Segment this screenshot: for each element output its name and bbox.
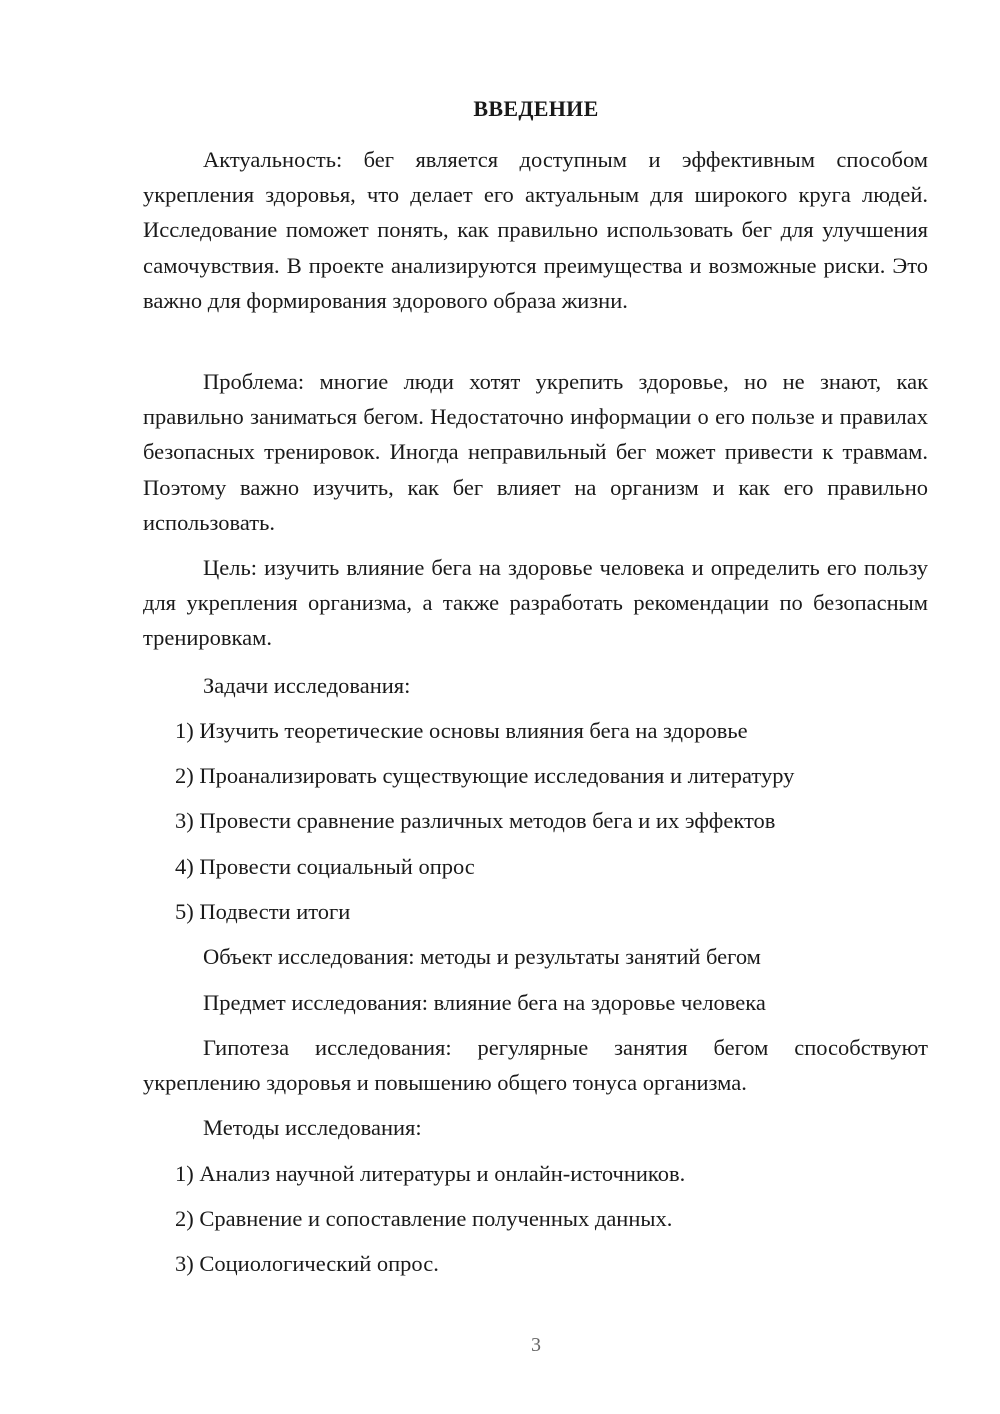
subject-line: [143, 985, 928, 1020]
page-number: 3: [531, 1334, 541, 1356]
task-item-2: 2) Проанализировать существующие исследования и литературу: [175, 763, 795, 788]
method-item: [143, 1156, 928, 1191]
paragraph-actuality: Актуальность: бег является доступным и эффективным способом укрепления здоровья, что делает его актуальным для широкого круга людей. Исследование поможет понять, как правильно использовать бег для улучшения самочувствия. В проекте анализируются преимущества и возможные риски. Это важно для формирования здорового образа жизни.: [143, 147, 928, 313]
page-title: ВВЕДЕНИЕ: [473, 96, 599, 121]
task-item: [143, 713, 928, 748]
paragraph-problem: Проблема: многие люди хотят укрепить здоровье, но не знают, как правильно заниматься бегом. Недостаточно информации о его пользе и правилах безопасных тренировок. Иногда неправильный бег может привести к травмам. Поэтому важно изучить, как бег влияет на организм и как его правильно использовать.: [143, 369, 928, 535]
body-problem: [143, 364, 928, 540]
paragraph-hypothesis: Гипотеза исследования: регулярные занятия бегом способствуют укреплению здоровья и повышению общего тонуса организма.: [143, 1035, 928, 1096]
task-item: [143, 758, 928, 793]
body-actuality: [143, 142, 928, 318]
tasks-heading-text: Задачи исследования:: [203, 673, 411, 698]
method-item-1: 1) Анализ научной литературы и онлайн-источников.: [175, 1161, 686, 1186]
method-item-3: 3) Социологический опрос.: [175, 1251, 439, 1276]
task-item: [143, 803, 928, 838]
research-object: Объект исследования: методы и результаты занятий бегом: [203, 944, 761, 969]
task-item-1: 1) Изучить теоретические основы влияния бега на здоровье: [175, 718, 748, 743]
paragraph-goal: Цель: изучить влияние бега на здоровье человека и определить его пользу для укрепления организма, а также разработать рекомендации по безопасным тренировкам.: [143, 555, 928, 651]
methods-heading-text: Методы исследования:: [203, 1115, 422, 1140]
task-item: [143, 894, 928, 929]
method-item: [143, 1201, 928, 1236]
tasks-heading: [143, 668, 928, 703]
task-item: [143, 849, 928, 884]
task-item-4: 4) Провести социальный опрос: [175, 854, 475, 879]
object-line: [143, 939, 928, 974]
methods-heading: [143, 1110, 928, 1145]
method-item-2: 2) Сравнение и сопоставление полученных данных.: [175, 1206, 673, 1231]
research-subject: Предмет исследования: влияние бега на здоровье человека: [203, 990, 766, 1015]
body-hypothesis: [143, 1030, 928, 1100]
method-item: [143, 1246, 928, 1281]
task-item-5: 5) Подвести итоги: [175, 899, 351, 924]
body-goal: [143, 550, 928, 656]
task-item-3: 3) Провести сравнение различных методов бега и их эффектов: [175, 808, 776, 833]
